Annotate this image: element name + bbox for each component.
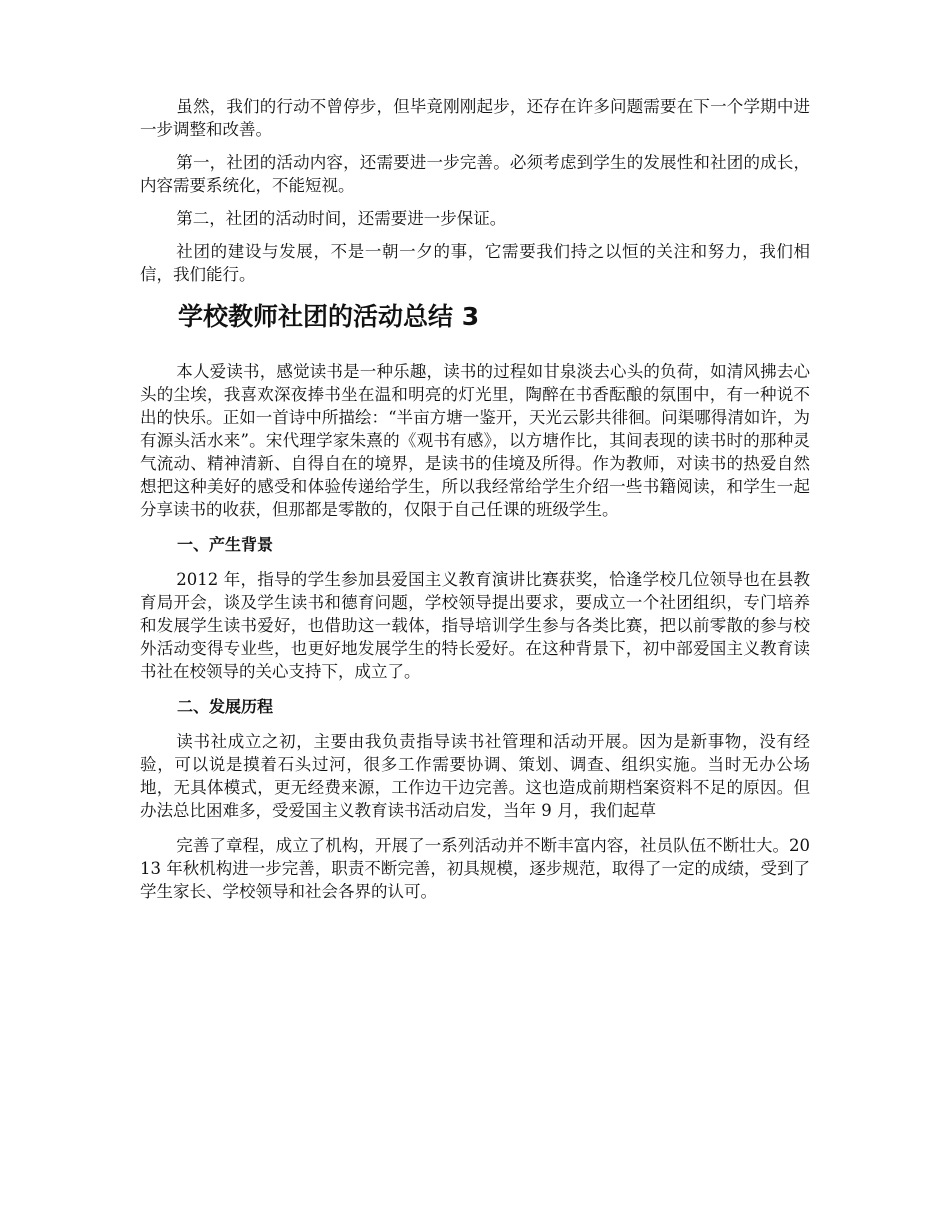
intro-paragraph: 第一，社团的活动内容，还需要进一步完善。必须考虑到学生的发展性和社团的成长，内容需要系统化，不能短视。 [140,153,810,195]
document-page [140,95,810,903]
intro-paragraph: 虽然，我们的行动不曾停步，但毕竟刚刚起步，还存在许多问题需要在下一个学期中进一步调整和改善。 [140,97,810,139]
subsection-title: 二、发展历程 [177,697,274,716]
subsection-title: 一、产生背景 [177,535,274,554]
intro-paragraph: 第二，社团的活动时间，还需要进一步保证。 [176,209,507,228]
subsection-paragraph: 2012 年，指导的学生参加县爱国主义教育演讲比赛获奖，恰逢学校几位领导也在县教育局开会，谈及学生读书和德育问题，学校领导提出要求，要成立一个社团组织，专门培养和发展学生读书爱好，也借助这一载体，指导培训学生参与各类比赛，把以前零散的参与校外活动变得专业些，也更好地发展学生的特长爱好。在这种背景下，初中部爱国主义教育读书社在校领导的关心支持下，成立了。 [140,570,810,681]
subsection-paragraph: 完善了章程，成立了机构，开展了一系列活动并不断丰富内容，社员队伍不断壮大。2013 年秋机构进一步完善，职责不断完善，初具规模，逐步规范，取得了一定的成绩，受到了学生家长、学校领导和社会各界的认可。 [140,836,810,901]
subsection-paragraph: 读书社成立之初，主要由我负责指导读书社管理和活动开展。因为是新事物，没有经验，可以说是摸着石头过河，很多工作需要协调、策划、调查、组织实施。当时无办公场地，无具体模式，更无经费来源，工作边干边完善。这也造成前期档案资料不足的原因。但办法总比困难多，受爱国主义教育读书活动启发，当年 9 月，我们起草 [140,732,810,820]
section-title: 学校教师社团的活动总结 3 [178,302,480,331]
intro-paragraph: 社团的建设与发展，不是一朝一夕的事，它需要我们持之以恒的关注和努力，我们相信，我们能行。 [140,242,810,284]
section-intro-paragraph: 本人爱读书，感觉读书是一种乐趣，读书的过程如甘泉淡去心头的负荷，如清风拂去心头的尘埃，我喜欢深夜捧书坐在温和明亮的灯光里，陶醉在书香酝酿的氛围中，有一种说不出的快乐。正如一首诗中所描绘：“半亩方塘一鉴开，天光云影共徘徊。问渠哪得清如许，为有源头活水来”。宋代理学家朱熹的《观书有感》，以方塘作比，其间表现的读书时的那种灵气流动、精神清新、自得自在的境界，是读书的佳境及所得。作为教师，对读书的热爱自然想把这种美好的感受和体验传递给学生，所以我经常给学生介绍一些书籍阅读，和学生一起分享读书的收获，但那都是零散的，仅限于自己任课的班级学生。 [140,362,810,519]
